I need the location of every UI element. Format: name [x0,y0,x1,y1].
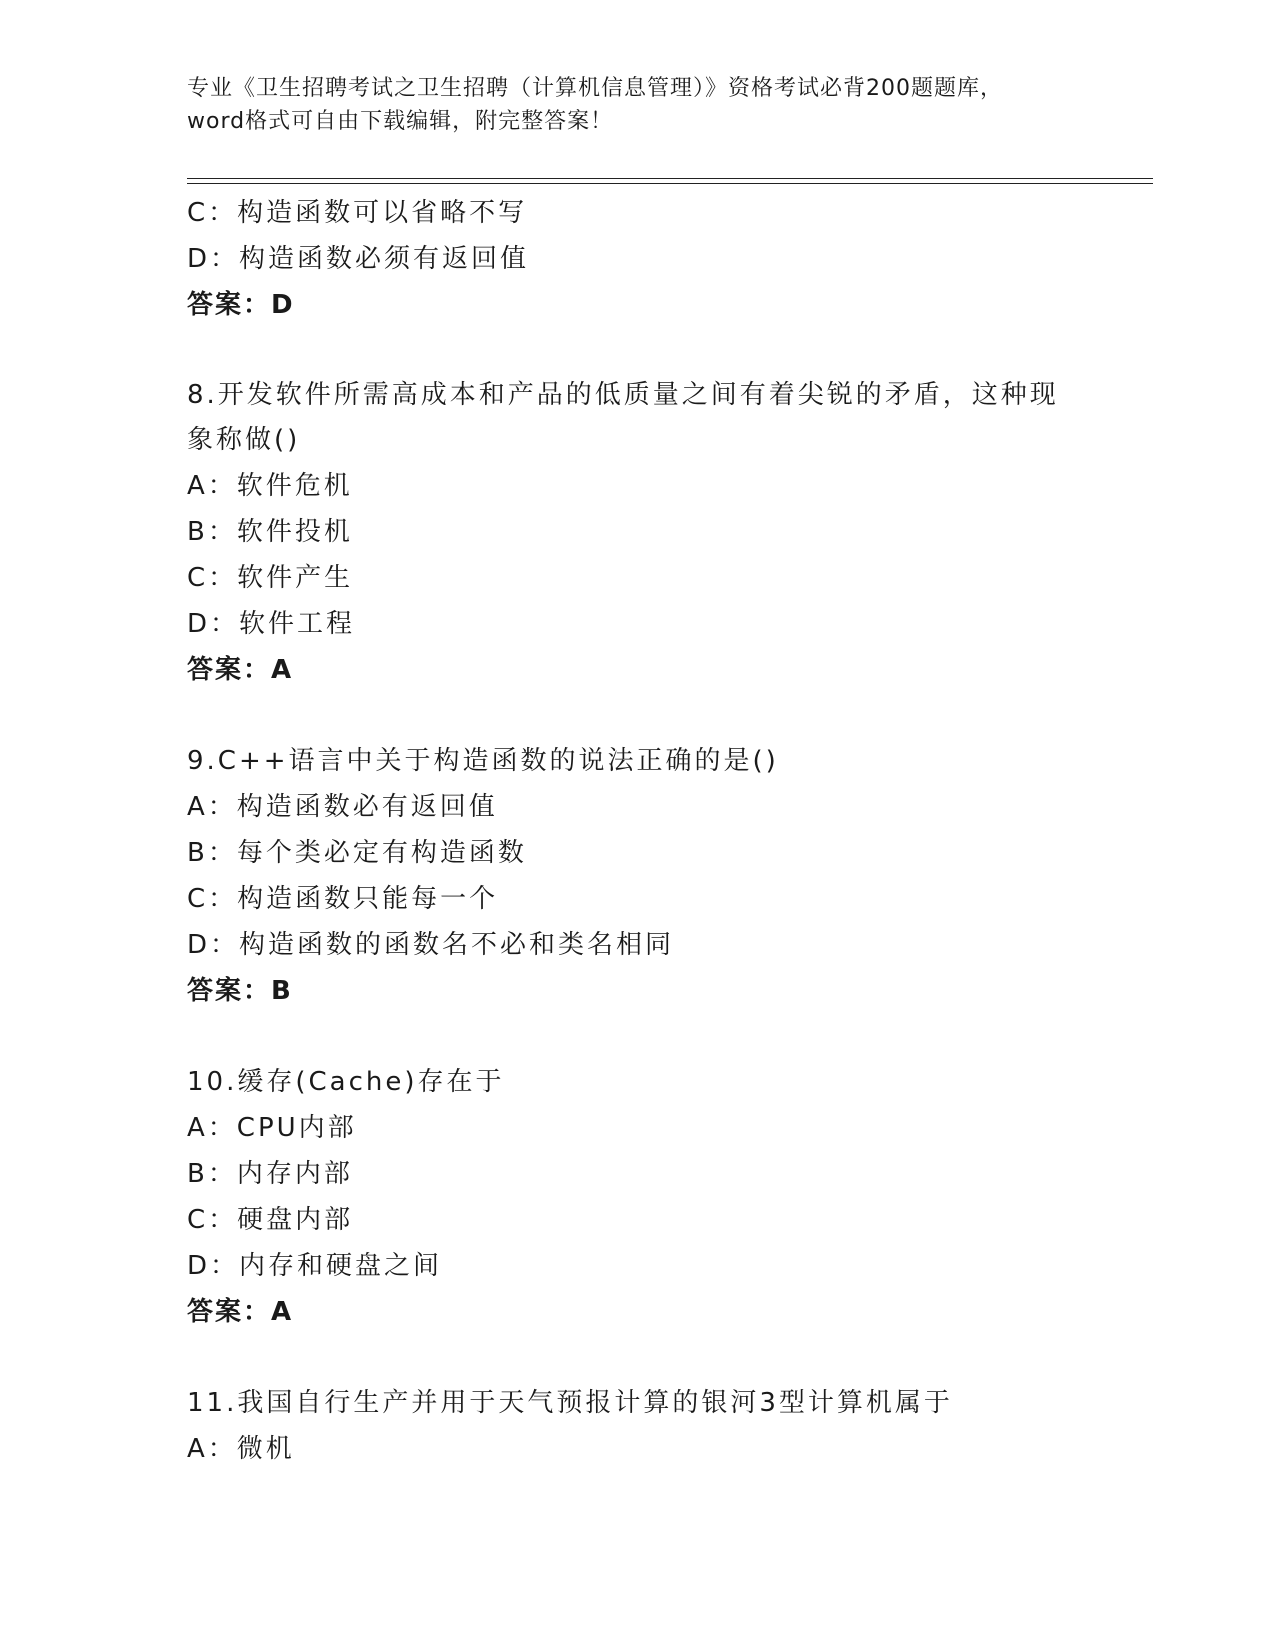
question-list [187,190,1087,1472]
question-stem: 11.我国自行生产并用于天气预报计算的银河3型计算机属于 [187,1388,953,1418]
option-line: B：内存内部 [187,1159,353,1189]
option-line: A：微机 [187,1434,295,1464]
question-stem: 9.C++语言中关于构造函数的说法正确的是() [187,746,779,776]
question-stem: 10.缓存(Cache)存在于 [187,1067,505,1097]
question-block-8 [187,373,1087,693]
option-line: D：构造函数的函数名不必和类名相同 [187,930,675,960]
question-block-9 [187,738,1087,1014]
option-line: B：每个类必定有构造函数 [187,838,527,868]
option-line: C：软件产生 [187,563,354,593]
spacer [187,328,1087,373]
spacer [187,1014,1087,1059]
option-line: A：软件危机 [187,471,353,501]
answer-line: 答案：B [187,976,293,1006]
question-stem: 8.开发软件所需高成本和产品的低质量之间有着尖锐的矛盾，这种现象称做() [187,380,1059,455]
option-line: A：构造函数必有返回值 [187,792,498,822]
option-line: D：内存和硬盘之间 [187,1251,443,1281]
option-line: D：软件工程 [187,609,356,639]
document-header [187,72,1087,138]
option-line: A：CPU内部 [187,1113,357,1143]
option-line: C：硬盘内部 [187,1205,354,1235]
header-divider-top [187,178,1153,179]
option-line: C：构造函数只能每一个 [187,884,499,914]
answer-line: 答案：A [187,1297,294,1327]
header-line-1: 专业《卫生招聘考试之卫生招聘（计算机信息管理）》资格考试必背200题题库， [187,76,1003,101]
question-block-11 [187,1380,1087,1472]
answer-line: 答案：A [187,655,294,685]
answer-line: 答案：D [187,290,295,320]
spacer [187,1335,1087,1380]
header-divider-bottom [187,183,1153,184]
option-line: D：构造函数必须有返回值 [187,244,530,274]
option-line: B：软件投机 [187,517,353,547]
spacer [187,693,1087,738]
header-line-2: word格式可自由下载编辑，附完整答案！ [187,109,614,134]
question-block-7-continued [187,190,1087,328]
option-line: C：构造函数可以省略不写 [187,198,528,228]
question-block-10 [187,1059,1087,1335]
